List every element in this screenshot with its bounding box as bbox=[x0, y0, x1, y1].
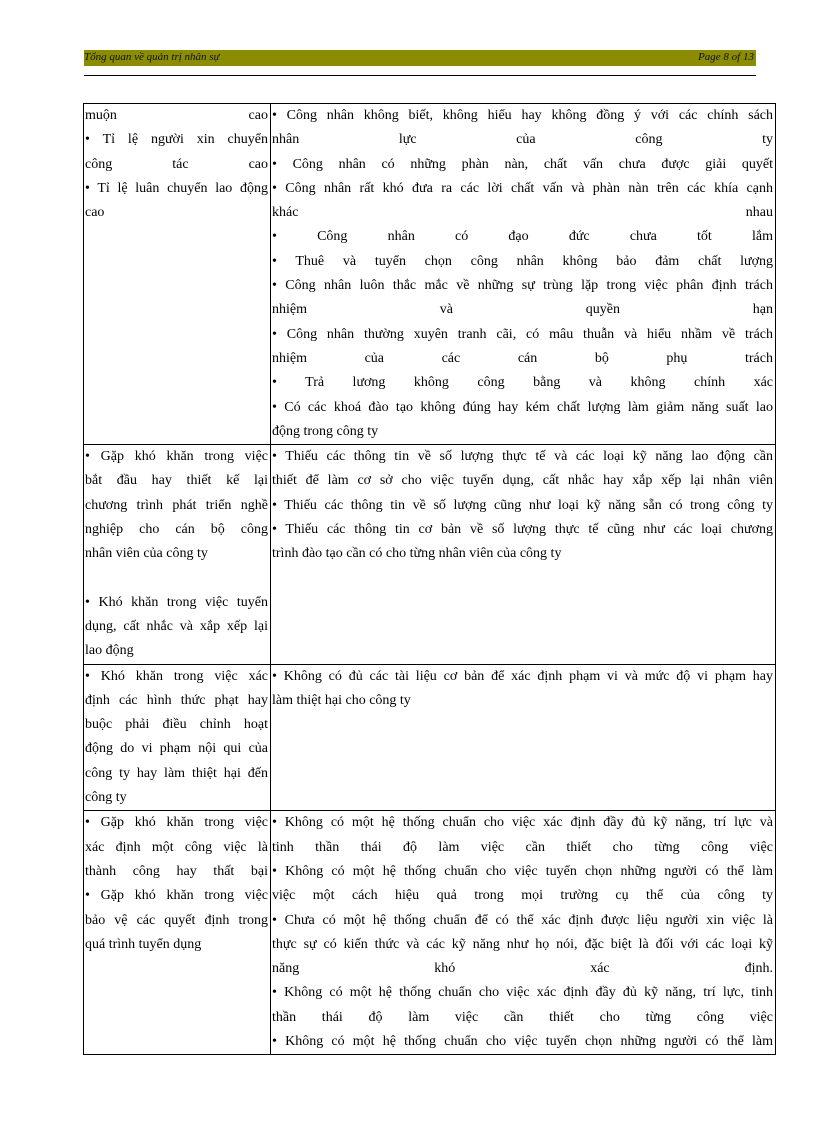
page-number: Page 8 of 13 bbox=[698, 51, 754, 63]
table-row bbox=[84, 445, 776, 664]
text-line: năng khó xác định. bbox=[272, 961, 773, 977]
text-line: việc một cách hiệu quả trong mọi trường cụ thể của công ty bbox=[272, 888, 773, 904]
text-line: nhân lực của công ty bbox=[272, 132, 773, 148]
text-line: • Công nhân không biết, không hiểu hay không đồng ý với các chính sách bbox=[272, 108, 773, 123]
text-line: định các hình thức phạt hay bbox=[85, 692, 268, 708]
text-line: • Không có một hệ thống chuẩn cho việc tuyển chọn những người có thể làm bbox=[272, 1033, 773, 1049]
text-line: • Gặp khó khăn trong việc bbox=[85, 815, 268, 831]
text-line: muộn cao bbox=[85, 108, 268, 123]
symptom-cell bbox=[84, 664, 271, 811]
table-row bbox=[84, 104, 776, 445]
text-line: nhiệm của các cán bộ phụ trách bbox=[272, 350, 773, 366]
text-line: • Không có một hệ thống chuẩn cho việc xác định đầy đủ kỹ năng, trí lực, tinh bbox=[272, 985, 773, 1001]
cause-cell bbox=[271, 104, 776, 445]
text-line: • Khó khăn trong việc tuyển bbox=[85, 594, 268, 610]
text-line: • Khó khăn trong việc xác bbox=[85, 668, 268, 684]
text-line: dụng, cất nhắc và xắp xếp lại bbox=[85, 618, 268, 634]
text-line: thành công hay thất bại bbox=[85, 863, 268, 879]
blank-line bbox=[85, 567, 268, 591]
document-title: Tổng quan về quản trị nhân sự bbox=[84, 51, 220, 63]
text-line: • Trả lương không công bằng và không chính xác bbox=[272, 375, 773, 391]
text-line: làm thiệt hại cho công ty bbox=[272, 692, 411, 708]
text-line: • Không có đủ các tài liệu cơ bản để xác định phạm vi và mức độ vi phạm hay bbox=[272, 668, 773, 684]
text-line: • Công nhân rất khó đưa ra các lời chất vấn và phàn nàn trên các khía cạnh bbox=[272, 180, 773, 196]
text-line: • Thuê và tuyển chọn công nhân không bảo đảm chất lượng bbox=[272, 253, 773, 269]
cause-cell bbox=[271, 811, 776, 1055]
text-line: cao bbox=[85, 205, 105, 221]
table-row bbox=[84, 664, 776, 811]
text-line: thực sự có kiến thức và các kỹ năng như họ nói, đặc biệt là đối với các loại kỹ bbox=[272, 936, 773, 952]
text-line: buộc phải điều chỉnh hoạt bbox=[85, 717, 268, 733]
text-line: tinh thần thái độ làm việc cần thiết cho từng công việc bbox=[272, 839, 773, 855]
text-line: • Thiếu các thông tin cơ bản về số lượng thực tế cũng như các loại chương bbox=[272, 522, 773, 538]
text-line: • Không có một hệ thống chuẩn cho việc tuyển chọn những người có thể làm bbox=[272, 863, 773, 879]
text-line: • Có các khoá đào tạo không đúng hay kém chất lượng làm giảm năng suất lao bbox=[272, 399, 773, 415]
cause-cell bbox=[271, 664, 776, 811]
text-line: công ty hay làm thiệt hại đến bbox=[85, 765, 268, 781]
cause-cell bbox=[271, 445, 776, 664]
text-line: • Thiếu các thông tin về số lượng cũng như loại kỹ năng sẵn có trong công ty bbox=[272, 497, 773, 513]
text-line: • Chưa có một hệ thống chuẩn để có thể xác định được liệu người xin việc là bbox=[272, 912, 773, 928]
text-line: • Gặp khó khăn trong việc bbox=[85, 449, 268, 465]
text-line: lao động bbox=[85, 643, 134, 659]
text-line: thiết để làm cơ sở cho việc tuyển dụng, cất nhắc hay xắp xếp lại nhân viên bbox=[272, 473, 773, 489]
text-line: khác nhau bbox=[272, 205, 773, 221]
text-line: công ty bbox=[85, 790, 127, 806]
text-line: • Công nhân luôn thắc mắc về những sự trùng lặp trong việc phân định trách bbox=[272, 278, 773, 294]
text-line: • Tỉ lệ người xin chuyển bbox=[85, 132, 268, 148]
table-row bbox=[84, 811, 776, 1055]
text-line: nhân viên của công ty bbox=[85, 546, 208, 562]
text-line: chương trình phát triển nghề bbox=[85, 497, 268, 513]
text-line: nghiệp cho cán bộ công bbox=[85, 522, 268, 538]
text-line: động trong công ty bbox=[272, 423, 379, 439]
text-line: • Gặp khó khăn trong việc bbox=[85, 888, 268, 904]
text-line: trình đào tạo cần có cho từng nhân viên của công ty bbox=[272, 546, 562, 562]
text-line: • Công nhân có những phàn nàn, chất vấn chưa được giải quyết bbox=[272, 156, 773, 172]
text-line: nhiệm và quyền hạn bbox=[272, 302, 773, 318]
text-line: • Tỉ lệ luân chuyển lao động bbox=[85, 180, 268, 196]
symptom-cell bbox=[84, 811, 271, 1055]
text-line: thần thái độ làm việc cần thiết cho từng công việc bbox=[272, 1009, 773, 1025]
text-line: quá trình tuyển dụng bbox=[85, 936, 202, 952]
text-line: công tác cao bbox=[85, 156, 268, 172]
text-line: • Công nhân có đạo đức chưa tốt lắm bbox=[272, 229, 773, 245]
text-line: • Công nhân thường xuyên tranh cãi, có mâu thuẫn và hiểu nhầm về trách bbox=[272, 326, 773, 342]
text-line: • Thiếu các thông tin về số lượng thực tế và các loại kỹ năng lao động cần bbox=[272, 449, 773, 465]
text-line: • Không có một hệ thống chuẩn cho việc xác định đầy đủ kỹ năng, trí lực và bbox=[272, 815, 773, 831]
symptom-cell bbox=[84, 104, 271, 445]
content-table bbox=[83, 103, 776, 1055]
text-line: bắt đầu hay thiết kế lại bbox=[85, 473, 268, 489]
text-line: bảo vệ các quyết định trong bbox=[85, 912, 268, 928]
page-header bbox=[84, 50, 756, 66]
text-line: xác định một công việc là bbox=[85, 839, 268, 855]
header-divider bbox=[84, 75, 756, 76]
text-line: động do vi phạm nội qui của bbox=[85, 741, 268, 757]
symptom-cell bbox=[84, 445, 271, 664]
